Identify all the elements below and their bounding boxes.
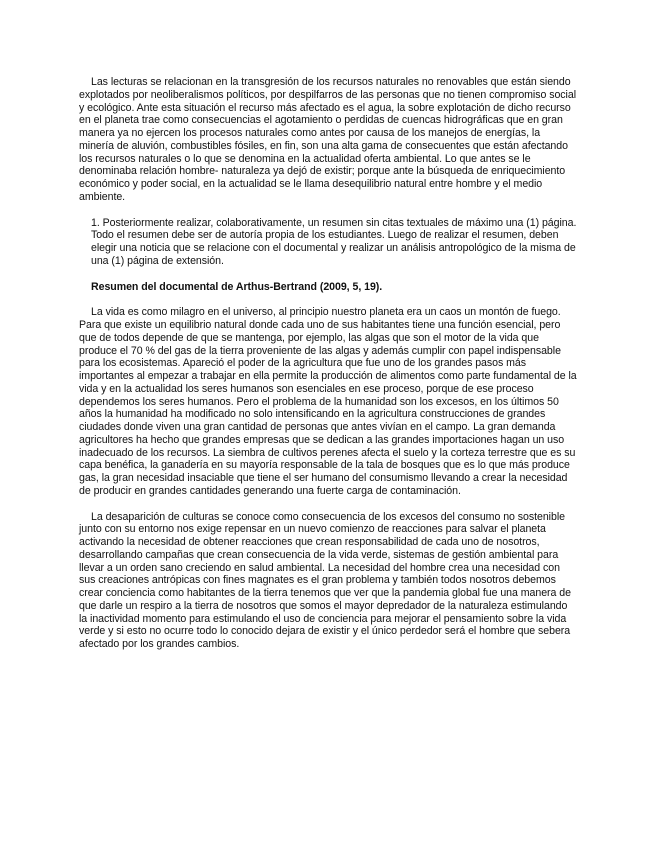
paragraph-summary-1: La vida es como milagro en el universo, al principio nuestro planeta era un caos un montón de fuego. Para que existe un equilibrio natural donde cada uno de sus habitantes tiene una función esencial, pero que de todos depende de que se mantenga, por ejemplo, las algas que son el motor de la vida que produce el 70 % del gas de la tierra proveniente de las algas y además cumplir con papel indispensable para los ecosistemas. Apareció el poder de la agricultura que fue uno de los grandes pasos más importantes al empezar a trabajar en ella permite la producción de alimentos como parte fundamental de la vida y en la actualidad los seres humanos son esenciales en ese proceso, porque de ese proceso dependemos los seres humanos. Pero el problema de la humanidad son los excesos, en los últimos 50 años la humanidad ha modificado no solo intensificando en la agricultura construcciones de grandes ciudades donde viven una gran cantidad de personas que antes vivían en el campo. La gran demanda agricultores ha hecho que grandes empresas que se dedican a las grandes importaciones hagan un uso inadecuado de los recursos. La siembra de cultivos perenes afecta el suelo y la corteza terrestre que es su capa benéfica, la ganadería en su mayoría responsable de la tala de bosques que es lo que más produce gas, la gran necesidad insaciable que tiene el ser humano del consumismo llevando a crear la necesidad de producir en grandes cantidades generando una fuerte carga de contaminación. — [79, 306, 577, 497]
document-body — [79, 76, 577, 664]
list-item-instruction: 1. Posteriormente realizar, colaborativamente, un resumen sin citas textuales de máximo una (1) página. Todo el resumen debe ser de autoría propia de los estudiantes. Luego de realizar el resumen, deben elegir una noticia que se relacione con el documental y realizar un análisis antropológico de la misma de una (1) página de extensión. — [91, 216, 577, 267]
paragraph-intro: Las lecturas se relacionan en la transgresión de los recursos naturales no renovables que están siendo explotados por neoliberalismos políticos, por despilfarros de las personas que no tienen compromiso social y ecológico. Ante esta situación el recurso más afectado es el agua, la sobre explotación de dicho recurso en el planeta trae como consecuencias el agotamiento o perdidas de cuencas hidrográficas que en gran manera ya no ejercen los procesos naturales como antes por causa de los manejos de energías, la minería de aluvión, combustibles fósiles, en fin, son una alta gama de consecuentes que están afectando los recursos naturales o lo que se denomina en la actualidad oferta ambiental. Lo que antes se le denominaba relación hombre- naturaleza ya dejó de existir; porque ante la búsqueda de enriquecimiento económico y poder social, en la actualidad se le llama desequilibrio natural entre hombre y el medio ambiente. — [79, 76, 576, 203]
section-heading: Resumen del documental de Arthus-Bertrand (2009, 5, 19). — [91, 280, 383, 293]
paragraph-summary-2: La desaparición de culturas se conoce como consecuencia de los excesos del consumo no sostenible junto con su entorno nos exige repensar en un nuevo comienzo de reacciones para salvar el planeta activando la necesidad de obtener reacciones que crean responsabilidad de cada uno de nosotros, desarrollando campañas que crean consecuencia de la vida verde, sistemas de gestión ambiental para llevar a un orden sano creciendo en salud ambiental. La necesidad del hombre crea una necesidad con sus creaciones antrópicas con fines magnates es el gran problema y también todos nosotros debemos crear conciencia como habitantes de la tierra tenemos que ver que la pandemia global fue una manera de que darle un respiro a la tierra de nosotros que somos el mayor depredador de la naturaleza estimulando la inactividad momento para estimulando el uso de conciencia para mejorar el pensamiento sobre la vida verde y si esto no ocurre todo lo conocido dejara de existir y el único perdedor será el hombre que sebera afectado por los grandes cambios. — [79, 510, 571, 650]
